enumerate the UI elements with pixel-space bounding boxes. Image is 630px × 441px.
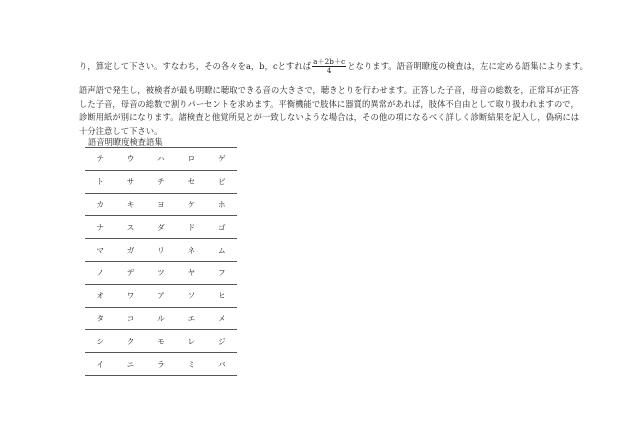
syllable-cell: テ <box>85 148 115 171</box>
syllable-cell: バ <box>207 353 237 376</box>
paragraph-formula-before: り，算定して下さい。すなわち，その各々をa，b，cとすれば <box>79 61 312 71</box>
paragraph-formula-after: となります。語音明瞭度の検査は，左に定める語集によります。 <box>347 61 588 71</box>
table-row <box>85 239 237 262</box>
paragraph-line: 十分注意して下さい。 <box>79 125 163 136</box>
syllable-cell: キ <box>115 193 145 216</box>
syllable-cell: ロ <box>176 148 206 171</box>
syllable-cell: ケ <box>176 193 206 216</box>
syllable-cell: ナ <box>85 216 115 239</box>
syllable-cell: レ <box>176 330 206 353</box>
table-row <box>85 170 237 193</box>
syllable-cell: ジ <box>207 330 237 353</box>
syllable-cell: ル <box>146 307 176 330</box>
syllable-cell: タ <box>85 307 115 330</box>
table-caption: 語音明瞭度検査語集 <box>88 137 163 147</box>
syllable-cell: ウ <box>115 148 145 171</box>
syllable-cell: ガ <box>115 239 145 262</box>
syllable-cell: ク <box>115 330 145 353</box>
syllable-cell: サ <box>115 170 145 193</box>
fraction-numerator: a＋2b＋c <box>313 57 346 66</box>
syllable-cell: セ <box>176 170 206 193</box>
syllable-cell: ハ <box>146 148 176 171</box>
table-row <box>85 261 237 284</box>
syllable-cell: マ <box>85 239 115 262</box>
syllable-cell: モ <box>146 330 176 353</box>
syllable-cell: フ <box>207 261 237 284</box>
syllable-cell: ツ <box>146 261 176 284</box>
syllable-cell: デ <box>115 261 145 284</box>
syllable-cell: メ <box>207 307 237 330</box>
syllable-cell: ニ <box>115 353 145 376</box>
paragraph-line: した子音，母音の総数で割りパーセントを求めます。平衡機能で肢体に器質的異常があれば，肢体不自由として取り扱われますので， <box>79 98 579 109</box>
table-row <box>85 353 237 376</box>
syllable-cell: ヒ <box>207 284 237 307</box>
syllable-cell: ム <box>207 239 237 262</box>
syllable-cell: シ <box>85 330 115 353</box>
syllable-cell: コ <box>115 307 145 330</box>
syllable-cell: ス <box>115 216 145 239</box>
table-row <box>85 284 237 307</box>
syllable-cell: ダ <box>146 216 176 239</box>
syllable-cell: ラ <box>146 353 176 376</box>
paragraph-line: 診断用紙が別になります。諸検査と他覚所見とが一致しないような場合は，その他の項になるべく詳しく診断結果を記入し，偽病には <box>79 112 580 123</box>
paragraph-procedure <box>79 84 579 138</box>
syllable-cell: ド <box>176 216 206 239</box>
syllable-cell: リ <box>146 239 176 262</box>
table-row <box>85 330 237 353</box>
table-row <box>85 216 237 239</box>
syllable-cell: カ <box>85 193 115 216</box>
syllable-cell: ゲ <box>207 148 237 171</box>
formula-fraction <box>312 58 346 75</box>
syllable-cell: エ <box>176 307 206 330</box>
syllable-cell: ソ <box>176 284 206 307</box>
syllable-cell: チ <box>146 170 176 193</box>
syllable-table <box>85 147 237 376</box>
syllable-cell: ビ <box>207 170 237 193</box>
syllable-cell: ト <box>85 170 115 193</box>
table-row <box>85 148 237 171</box>
syllable-cell: ミ <box>176 353 206 376</box>
fraction-denominator: 4 <box>326 66 332 75</box>
paragraph-formula <box>79 57 588 75</box>
syllable-cell: ア <box>146 284 176 307</box>
syllable-cell: ノ <box>85 261 115 284</box>
paragraph-line: 語声語で発生し，被検者が最も明瞭に聴取できる音の大きさで，聴きとりを行わせます。正答した子音，母音の総数を，正常耳が正答 <box>79 85 579 95</box>
table-row <box>85 307 237 330</box>
syllable-cell: ワ <box>115 284 145 307</box>
syllable-cell: イ <box>85 353 115 376</box>
syllable-cell: ヨ <box>146 193 176 216</box>
syllable-cell: ゴ <box>207 216 237 239</box>
table-row <box>85 193 237 216</box>
syllable-cell: ネ <box>176 239 206 262</box>
syllable-cell: オ <box>85 284 115 307</box>
syllable-cell: ホ <box>207 193 237 216</box>
syllable-cell: ヤ <box>176 261 206 284</box>
